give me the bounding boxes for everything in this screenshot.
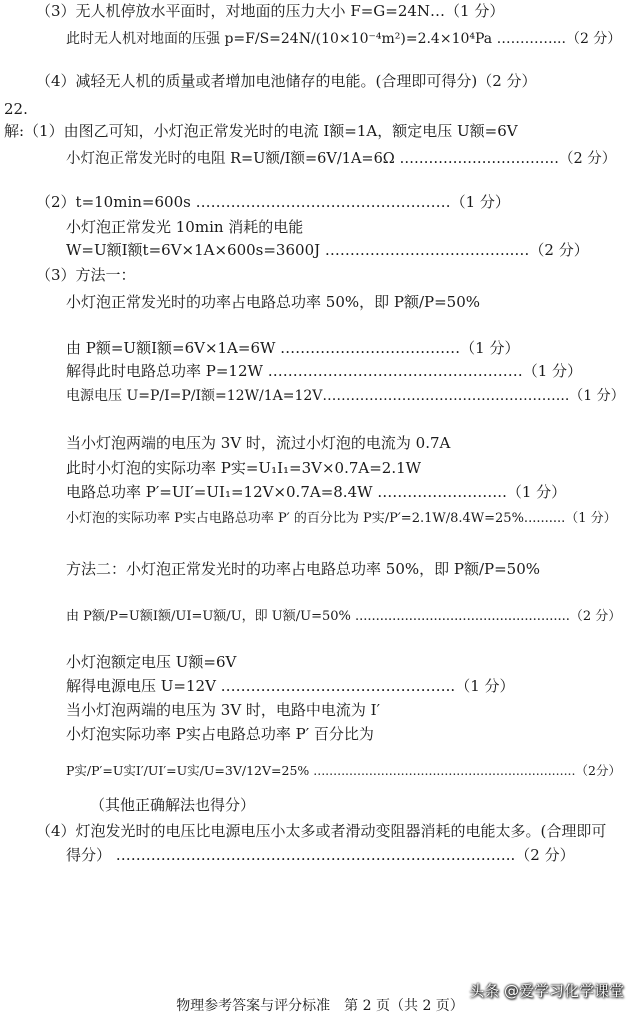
line-3-3: （3）无人机停放水平面时，对地面的压力大小 F=G=24N…（1 分）	[36, 2, 505, 20]
line-m2-derivation: 由 P额/P=U额I额/UI=U额/U，即 U额/U=50% ....................................................（2 分）	[66, 609, 622, 624]
line-m2-rated-voltage: 小灯泡额定电压 U额=6V	[66, 653, 237, 671]
question-number: 22.	[4, 100, 28, 118]
line-22-4-cont: 得分） ……………………………………………………………………..（2 分）	[66, 846, 575, 864]
line-m1-rated-power: 由 P额=U额I额=6V×1A=6W ………………………………（1 分）	[66, 339, 520, 357]
line-3-4: （4）减轻无人机的质量或者增加电池储存的电能。(合理即可得分)（2 分）	[36, 72, 537, 90]
line-m1-percent: 小灯泡的实际功率 P实占电路总功率 P′ 的百分比为 P实/P′=2.1W/8.4W=25%..........（1 分）	[66, 511, 617, 526]
line-m2-percent-label: 小灯泡实际功率 P实占电路总功率 P′ 百分比为	[66, 725, 374, 743]
line-m2-intro: 方法二：小灯泡正常发光时的功率占电路总功率 50%，即 P额/P=50%	[66, 560, 541, 578]
line-22-4: （4）灯泡发光时的电压比电源电压小太多或者滑动变阻器消耗的电能太多。(合理即可	[36, 822, 607, 840]
line-m1-actual-power: 此时小灯泡的实际功率 P实=U₁I₁=3V×0.7A=2.1W	[66, 459, 422, 477]
page-footer: 物理参考答案与评分标准 第 2 页（共 2 页）	[176, 998, 464, 1014]
line-m2-percent-calc: P实/P′=U实I′/UI′=U实/U=3V/12V=25% ..................................................................（2分）	[66, 763, 621, 778]
line-m2-source-voltage: 解得电源电压 U=12V ………………………………………..（1 分）	[66, 677, 515, 695]
line-22-2: （2）t=10min=600s ……………………………………………（1 分）	[36, 193, 510, 211]
line-energy-label: 小灯泡正常发光 10min 消耗的电能	[66, 218, 304, 236]
line-m1-ratio: 小灯泡正常发光时的功率占电路总功率 50%，即 P额/P=50%	[66, 293, 481, 311]
line-m2-3v: 当小灯泡两端的电压为 3V 时，电路中电流为 I′	[66, 701, 381, 719]
line-22-1: 解:（1）由图乙可知，小灯泡正常发光时的电流 I额=1A，额定电压 U额=6V	[4, 122, 518, 140]
line-22-3: （3）方法一：	[36, 266, 136, 284]
line-m1-voltage: 电源电压 U=P/I=P/I额=12W/1A=12V……………………………………………..（1 分）	[66, 388, 625, 404]
watermark: 头条 @爱学习化学课堂	[469, 982, 624, 1000]
line-m1-total-power: 解得此时电路总功率 P=12W ……………………………………………（1 分）	[66, 362, 583, 380]
line-3-pressure: 此时无人机对地面的压强 p=F/S=24N/(10×10⁻⁴m²)=2.4×10⁴Pa …………...（2 分）	[66, 31, 622, 47]
line-m1-total-actual: 电路总功率 P′=UI′=UI₁=12V×0.7A=8.4W ……………………..（1 分）	[66, 483, 567, 501]
line-other-methods: （其他正确解法也得分）	[90, 796, 256, 814]
line-energy-calc: W=U额I额t=6V×1A×600s=3600J ………………………………..…（2 分）	[66, 241, 589, 259]
line-m1-3v: 当小灯泡两端的电压为 3V 时，流过小灯泡的电流为 0.7A	[66, 434, 451, 452]
line-resistance: 小灯泡正常发光时的电阻 R=U额/I额=6V/1A=6Ω ……………………………（2 分）	[66, 151, 617, 167]
